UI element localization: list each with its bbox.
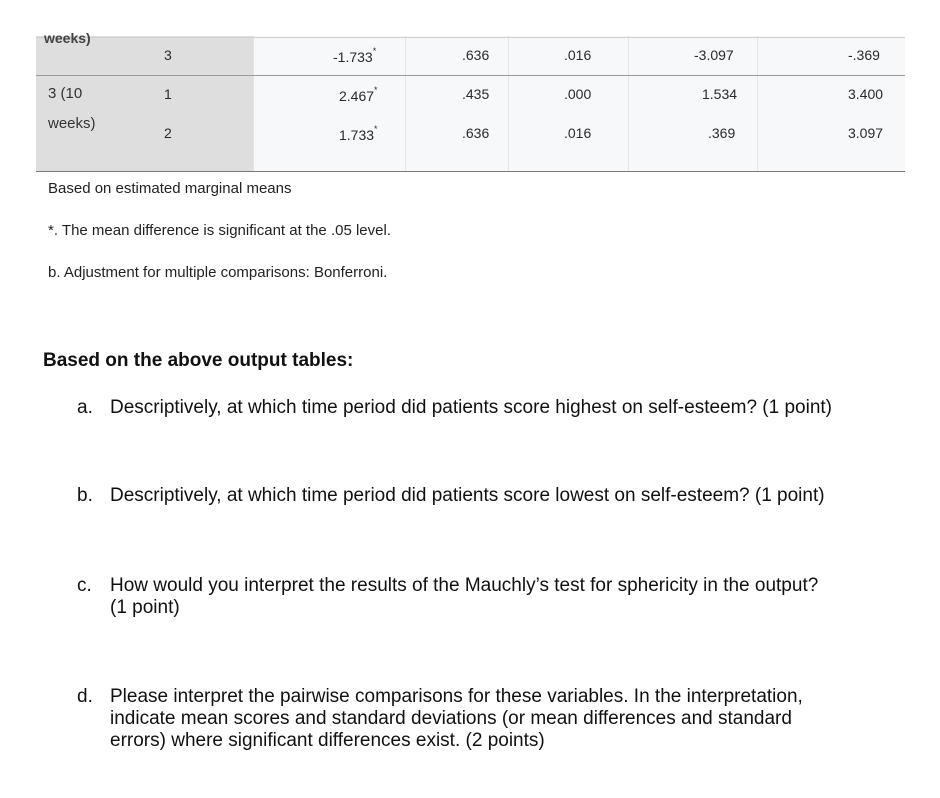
question-text: Descriptively, at which time period did patients score lowest on self-esteem? (1 point) (110, 485, 825, 506)
mean-difference-cell: 2.467* (339, 85, 378, 104)
sig-cell: .000 (564, 86, 592, 102)
group-label-cont: weeks) (48, 115, 96, 132)
std-error-cell: .435 (462, 86, 490, 102)
questions-heading: Based on the above output tables: (43, 350, 354, 371)
std-error-cell: .636 (462, 125, 490, 141)
footnote-marginal-means: Based on estimated marginal means (48, 180, 292, 197)
footnote-significance: *. The mean difference is significant at the .05 level. (48, 222, 391, 239)
column-divider (508, 36, 509, 171)
ci-lower-cell: 1.534 (702, 86, 738, 102)
column-divider (405, 36, 406, 171)
column-divider (757, 36, 758, 171)
pairwise-comparisons-table (0, 0, 940, 175)
question-letter: d. (77, 686, 93, 707)
mean-difference-cell: 1.733* (339, 124, 378, 143)
sig-cell: .016 (564, 47, 592, 63)
column-divider (628, 36, 629, 171)
question-letter: c. (77, 575, 92, 596)
footnote-bonferroni: b. Adjustment for multiple comparisons: Bonferroni. (48, 264, 388, 281)
ci-upper-cell: 3.097 (848, 125, 884, 141)
ci-lower-cell: -3.097 (694, 47, 734, 63)
table-bottom-rule (36, 171, 905, 172)
table-row-j: 1 (164, 86, 172, 102)
table-row-j: 3 (164, 47, 172, 63)
table-stub-column (36, 36, 253, 171)
table-row-j: 2 (164, 125, 172, 141)
sig-cell: .016 (564, 125, 592, 141)
ci-lower-cell: .369 (708, 125, 736, 141)
group-label: 3 (10 (48, 85, 83, 102)
ci-upper-cell: -.369 (848, 47, 880, 63)
column-divider (253, 36, 254, 171)
mean-difference-cell: -1.733* (333, 46, 377, 65)
row-divider (36, 37, 905, 38)
partial-group-label: weeks) (44, 30, 91, 46)
question-letter: a. (77, 397, 93, 418)
row-divider (36, 75, 905, 76)
question-text: Descriptively, at which time period did patients score highest on self-esteem? (1 point) (110, 397, 832, 418)
question-text: Please interpret the pairwise comparisons for these variables. In the interpretation, indicate mean scores and standard deviations (or mean differences and standard errors) where significant differences exist. (2 points) (110, 686, 803, 751)
ci-upper-cell: 3.400 (848, 86, 884, 102)
std-error-cell: .636 (462, 47, 490, 63)
question-text: How would you interpret the results of the Mauchly’s test for sphericity in the output? (1 point) (110, 575, 819, 618)
question-letter: b. (77, 485, 93, 506)
